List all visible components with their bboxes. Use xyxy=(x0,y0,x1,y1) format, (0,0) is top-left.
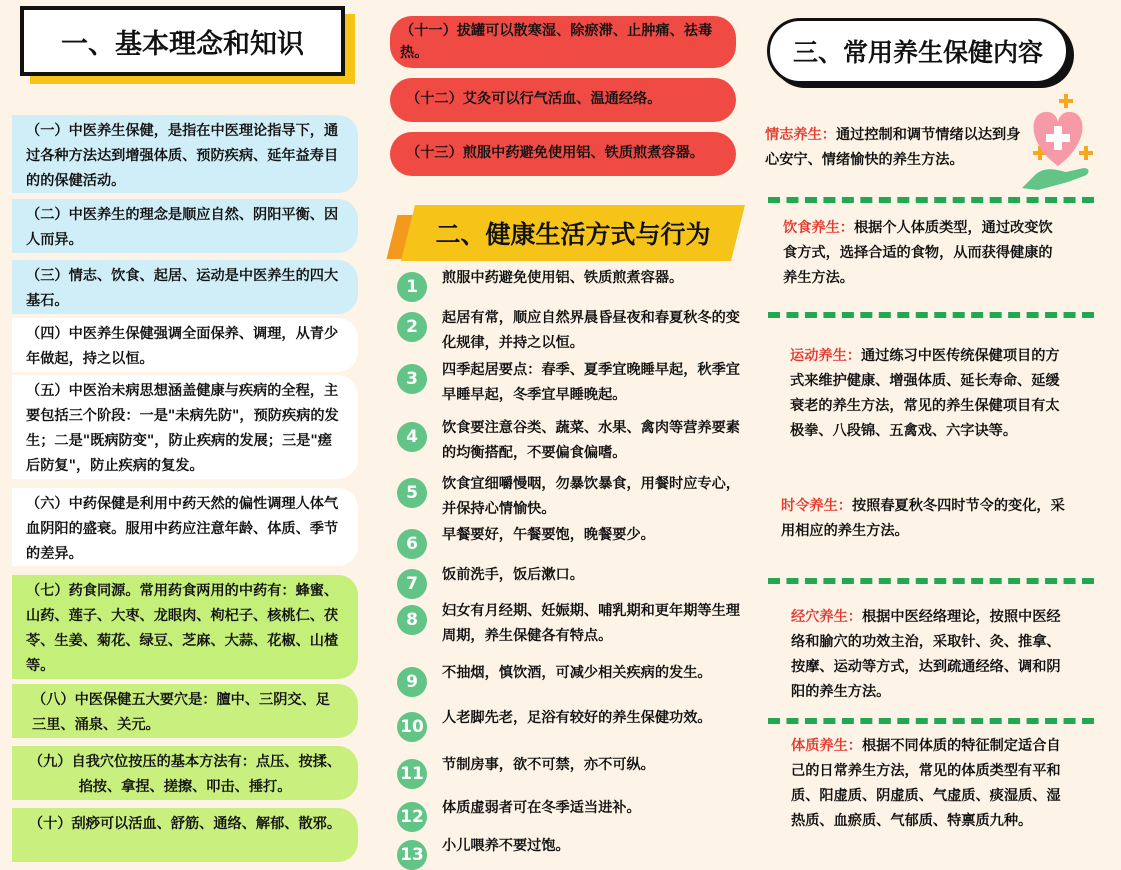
section2-item: 煎服中药避免使用铝、铁质煎煮容器。 xyxy=(442,270,684,286)
section1-item-8: （八）中医保健五大要穴是：膻中、三阴交、足三里、涌泉、关元。 xyxy=(12,684,358,738)
number-badge: 13 xyxy=(397,840,427,870)
section2-item: 起居有常，顺应自然界晨昏昼夜和春夏秋冬的变化规律，并持之以恒。 xyxy=(442,310,740,351)
section3-item-5: 经穴养生：根据中医经络理论，按照中医经络和腧穴的功效主治，采取针、灸、推拿、按摩、运动等方式，达到疏通经络、调和阴阳的养生方法。 xyxy=(791,609,1061,700)
section2-item: 节制房事，欲不可禁，亦不可纵。 xyxy=(442,757,655,773)
section1-item-2: （二）中医养生的理念是顺应自然、阴阳平衡、因人而异。 xyxy=(12,199,358,253)
section2-item: 四季起居要点：春季、夏季宜晚睡早起，秋季宜早睡早起，冬季宜早睡晚起。 xyxy=(442,362,740,403)
number-badge: 3 xyxy=(397,364,427,394)
number-badge: 9 xyxy=(397,667,427,697)
number-badge: 6 xyxy=(397,529,427,559)
section1-item-4: （四）中医养生保健强调全面保养、调理，从青少年做起，持之以恒。 xyxy=(12,318,358,372)
section2-item: 体质虚弱者可在冬季适当进补。 xyxy=(442,800,641,816)
section1-item-10: （十）刮痧可以活血、舒筋、通络、解郁、散邪。 xyxy=(12,808,358,862)
number-badge: 4 xyxy=(397,422,427,452)
number-badge: 8 xyxy=(397,605,427,635)
section1-item-3: （三）情志、饮食、起居、运动是中医养生的四大基石。 xyxy=(12,260,358,314)
pill-13: （十三）煎服中药避免使用铝、铁质煎煮容器。 xyxy=(390,132,736,176)
section2-title: 二、健康生活方式与行为 xyxy=(435,220,711,249)
section3-title: 三、常用养生保健内容 xyxy=(767,18,1069,84)
section1-item-6: （六）中药保健是利用中药天然的偏性调理人体气血阴阳的盛衰。服用中药应注意年龄、体质、季节的差异。 xyxy=(12,488,358,566)
section3-item-2: 饮食养生：根据个人体质类型，通过改变饮食方式，选择合适的食物，从而获得健康的养生方法。 xyxy=(783,220,1053,286)
section2-item: 饭前洗手，饭后漱口。 xyxy=(442,567,584,583)
section2-item: 小儿喂养不要过饱。 xyxy=(442,838,570,854)
divider xyxy=(768,312,1094,318)
heart-hand-icon xyxy=(1018,92,1098,194)
pill-12: （十二）艾灸可以行气活血、温通经络。 xyxy=(390,78,736,122)
section3-item-6: 体质养生：根据不同体质的特征制定适合自己的日常养生方法，常见的体质类型有平和质、阳虚质、阴虚质、气虚质、痰湿质、湿热质、血瘀质、气郁质、特禀质九种。 xyxy=(791,738,1061,829)
section1-title: 一、基本理念和知识 xyxy=(20,6,345,76)
section1-item-5: （五）中医治未病思想涵盖健康与疾病的全程，主要包括三个阶段：一是"未病先防"，预防疾病的发生；二是"既病防变"，防止疾病的发展；三是"瘥后防复"，防止疾病的复发。 xyxy=(12,375,358,479)
number-badge: 5 xyxy=(397,478,427,508)
section1-item-9: （九）自我穴位按压的基本方法有：点压、按揉、掐按、拿捏、搓擦、叩击、捶打。 xyxy=(12,746,358,800)
number-badge: 1 xyxy=(397,272,427,302)
divider xyxy=(768,197,1094,203)
divider xyxy=(768,718,1094,724)
section2-item: 早餐要好，午餐要饱，晚餐要少。 xyxy=(442,527,655,543)
section1-item-1: （一）中医养生保健，是指在中医理论指导下，通过各种方法达到增强体质、预防疾病、延年益寿目的的保健活动。 xyxy=(12,115,358,193)
section2-item: 妇女有月经期、妊娠期、哺乳期和更年期等生理周期，养生保健各有特点。 xyxy=(442,603,740,644)
number-badge: 7 xyxy=(397,569,427,599)
pill-11: （十一）拔罐可以散寒湿、除瘀滞、止肿痛、祛毒热。 xyxy=(390,16,736,68)
section2-item: 不抽烟，慎饮酒，可减少相关疾病的发生。 xyxy=(442,665,712,681)
section3-item-3: 运动养生：通过练习中医传统保健项目的方式来维护健康、增强体质、延长寿命、延缓衰老的养生方法，常见的养生保健项目有太极拳、八段锦、五禽戏、六字诀等。 xyxy=(790,348,1060,439)
section2-item: 饮食要注意谷类、蔬菜、水果、禽肉等营养要素的均衡搭配，不要偏食偏嗜。 xyxy=(442,420,740,461)
section3-item-4: 时令养生：按照春夏秋冬四时节令的变化，采用相应的养生方法。 xyxy=(781,498,1065,539)
number-badge: 12 xyxy=(397,802,427,832)
number-badge: 11 xyxy=(397,759,427,789)
number-badge: 10 xyxy=(397,712,427,742)
section2-item: 人老脚先老，足浴有较好的养生保健功效。 xyxy=(442,710,712,726)
section2-item: 饮食宜细嚼慢咽，勿暴饮暴食，用餐时应专心，并保持心情愉快。 xyxy=(442,476,740,517)
section3-item-1: 情志养生：通过控制和调节情绪以达到身心安宁、情绪愉快的养生方法。 xyxy=(765,127,1021,168)
section1-item-7: （七）药食同源。常用药食两用的中药有：蜂蜜、山药、莲子、大枣、龙眼肉、枸杞子、核桃仁、茯苓、生姜、菊花、绿豆、芝麻、大蒜、花椒、山楂等。 xyxy=(12,575,358,679)
divider xyxy=(768,578,1094,584)
number-badge: 2 xyxy=(397,312,427,342)
